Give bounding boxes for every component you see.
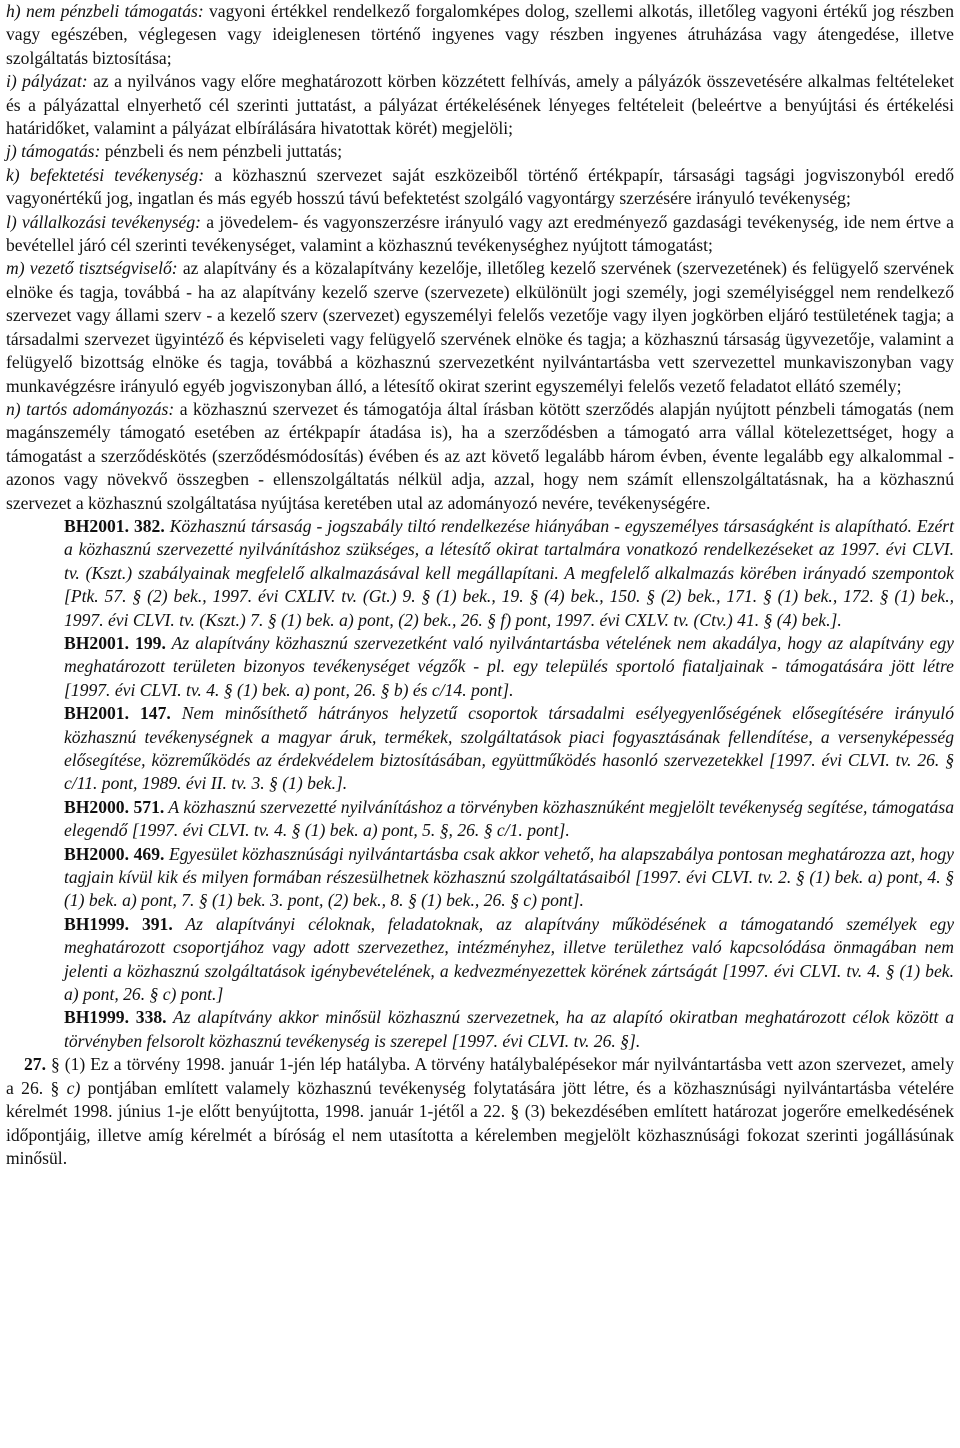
section-text-after: pontjában említett valamely közhasznú tevékenység folytatására jött létre, és a közhasznúsági nyilvántartásba vételére kérelmét 1998. június 1-je előtt benyújtotta, 1998. január 1-jétől a 22. § (3) bekezdésében említett határozat jogerőre emelkedésének időpontjáig, illetve amíg kérelmét a bíróság el nem utasította a kérelemben megjelölt közhasznúsági fokozat szerinti jogállásúnak minősül. <box>6 1077 954 1168</box>
court-decision <box>64 515 954 632</box>
court-decision <box>64 702 954 796</box>
definition-text: az a nyilvános vagy előre meghatározott körben közzétett felhívás, amely a pályázók összevetésére alkalmas feltételeket és a pályázattal elnyerhető cél szerinti juttatást, a pályázat értékelésének lényeges feltételeit (beleértve a benyújtási és értékelési határidőket, valamint a pályázat elbírálására hivatottak körét) megjelöli; <box>6 71 954 139</box>
definition-n <box>6 398 954 515</box>
definition-term: j) támogatás: <box>6 141 101 162</box>
definition-h <box>6 0 954 70</box>
definition-i <box>6 70 954 140</box>
decision-reference: BH1999. 338. <box>64 1007 167 1028</box>
decision-reference: BH2001. 382. <box>64 515 165 536</box>
document-page <box>6 0 954 1170</box>
definition-k <box>6 164 954 211</box>
definition-j <box>6 140 954 163</box>
definition-term: i) pályázat: <box>6 71 88 92</box>
definition-term: h) nem pénzbeli támogatás: <box>6 1 204 21</box>
decision-reference: BH2001. 199. <box>64 632 166 653</box>
definition-text: az alapítvány és a közalapítvány kezelője, illetőleg kezelő szervének (szervezetének) és felügyelő szervének elnöke és tagja, továbbá - ha az alapítvány kezelő szerve (szervezete) elkülönült jogi személy, jogi személyiséggel nem rendelkező szervezet vagy állami szerv - a kezelő szerv (szervezet) egyszemélyi felelős vezetője vagy ilyen jogkörben eljáró testületének tagja; a társadalmi szervezet ügyintéző és képviseleti vagy felügyelő szervének elnöke és tagja; a közhasznú társaság ügyvezetője, valamint a felügyelő bizottság elnöke és tagja, továbbá a közhasznú szervezetként nyilvántartásba vett szervezettel munkaviszonyban vagy munkavégzésre irányuló egyéb jogviszonyban álló, a létesítő okirat szerint egyszemélyi felelős vezető feladatot ellátó személy; <box>6 258 954 396</box>
definition-term: m) vezető tisztségviselő: <box>6 258 178 279</box>
definition-text: vagyoni értékkel rendelkező forgalomképes dolog, szellemi alkotás, illetőleg vagyoni értékű jog részben vagy egészében, véglegesen vagy ideiglenesen történő ingyenes vagy részben ingyenes átruházása vagy átengedése, illetve szolgáltatás biztosítása; <box>6 1 954 68</box>
decision-text: A közhasznú szervezetté nyilvánításhoz a törvényben közhasznúként megjelölt tevékenység segítése, támogatása elegendő [1997. évi CLVI. tv. 4. § (1) bek. a) pont, 5. §, 26. § c/1. pont]. <box>64 796 954 841</box>
decision-text: Az alapítvány akkor minősül közhasznú szervezetnek, ha az alapító okiratban meghatározott célok között a törvényben felsorolt közhasznú tevékenység is szerepel [1997. évi CLVI. tv. 26. §]. <box>64 1007 955 1051</box>
decision-text: Nem minősíthető hátrányos helyzetű csoportok társadalmi esélyegyenlőségének elősegítésére irányuló közhasznú tevékenységnek a magyar áruk, termékek, szolgáltatások piaci fogyasztásának fellendítése, a versenyképesség elősegítése, közreműködés az érdekvédelem biztosításában, együttműködés hasonló szervezetekkel [1997. évi CLVI. tv. 26. § c/11. pont, 1989. évi II. tv. 3. § (1) bek.]. <box>64 703 954 794</box>
definition-term: l) vállalkozási tevékenység: <box>6 211 202 232</box>
decision-text: Az alapítvány közhasznú szervezetként való nyilvántartásba vételének nem akadálya, hogy az alapítvány egy meghatározott területen bizonyos tevékenységet végzők - pl. egy település sportoló fiataljainak - támogatására jött létre [1997. évi CLVI. tv. 4. § (1) bek. a) pont, 26. § b) és c/14. pont]. <box>64 632 954 700</box>
definition-text: pénzbeli és nem pénzbeli juttatás; <box>100 141 343 162</box>
decision-reference: BH1999. 391. <box>64 913 173 934</box>
decision-text: Egyesület közhasznúsági nyilvántartásba csak akkor vehető, ha alapszabálya pontosan meghatározza azt, hogy tagjain kívül kik és milyen formában részesülhetnek közhasznú szolgáltatásaiból [1997. évi CLVI. tv. 2. § (1) bek. a) pont, 4. § (1) bek. a) pont, 7. § (1) bek. 3. pont, (2) bek., 8. § (1) bek., 26. § c) pont]. <box>64 843 954 911</box>
court-decision <box>64 913 954 1007</box>
decision-text: Az alapítványi céloknak, feladatoknak, az alapítvány működésének a támogatandó személyek egy meghatározott csoportjához vagy adott szervezethez, intézményhez, illetve területhez való kapcsolódása önmagában nem jelenti a közhasznú szolgáltatások igénybevételének, a kedvezményezettek körének zártságát [1997. évi CLVI. tv. 4. § (1) bek. a) pont, 26. § c) pont.] <box>64 913 955 1005</box>
decision-reference: BH2000. 571. <box>64 796 165 817</box>
decision-reference: BH2000. 469. <box>64 843 165 864</box>
definition-text: a jövedelem- és vagyonszerzésre irányuló vagy azt eredményező gazdasági tevékenység, ide nem értve a bevétellel járó cél szerinti tevékenységet, valamint a közhasznú tevékenységhez nyújtott támogatást; <box>6 211 954 256</box>
definition-list <box>6 0 954 515</box>
court-decision <box>64 1006 954 1053</box>
court-decision <box>64 843 954 913</box>
section-text-before: § (1) Ez a törvény 1998. január 1-jén lép hatályba. A törvény hatálybalépésekor már nyilvántartásba vett azon szervezet, amely a 26. § <box>6 1054 954 1098</box>
definition-l <box>6 211 954 258</box>
decision-reference: BH2001. 147. <box>64 703 171 724</box>
definition-m <box>6 257 954 397</box>
definition-term: n) tartós adományozás: <box>6 398 175 419</box>
decision-text: Közhasznú társaság - jogszabály tiltó rendelkezése hiányában - egyszemélyes társaságként is alapítható. Ezért a közhasznú szervezetté nyilvánításhoz szükséges, a létesítő okirat tartalmára vonatkozó rendelkezéseket az 1997. évi CLVI. tv. (Kszt.) szabályainak megfelelő alkalmazásával kell megállapítani. A megfelelő alkalmazás körében irányadó szempontok [Ptk. 57. § (2) bek., 1997. évi CXLIV. tv. (Gt.) 9. § (1) bek., 19. § (4) bek., 150. § (2) bek., 171. § (1) bek., 172. § (1) bek., 1997. évi CLVI. tv. (Kszt.) 7. § (1) bek. a) pont, (2) bek., 26. § f) pont, 1997. évi CXLV. tv. (Ctv.) 41. § (4) bek.]. <box>64 515 954 630</box>
definition-term: k) befektetési tevékenység: <box>6 164 205 185</box>
court-decision-list <box>64 515 954 1053</box>
section-point-ref: c) <box>66 1077 81 1098</box>
section-27 <box>6 1053 954 1170</box>
section-number: 27. <box>24 1054 46 1075</box>
court-decision <box>64 632 954 702</box>
definition-text: a közhasznú szervezet saját eszközeiből történő értékpapír, társasági tagsági jogviszonyból eredő vagyonértékű jog, ingatlan és más egyéb hosszú távú befektetést szolgáló vagyontárgy szerzésére irányuló tevékenység; <box>6 164 954 209</box>
court-decision <box>64 796 954 843</box>
definition-text: a közhasznú szervezet és támogatója által írásban kötött szerződés alapján nyújtott pénzbeli támogatás (nem magánszemély támogató esetében az értékpapír átadása is), ha a szerződésben a támogató arra vállal kötelezettséget, hogy a támogatást a szerződéskötés (szerződésmódosítás) évében és az azt követő legalább három évben, évente legalább egy alkalommal - azonos vagy növekvő összegben - ellenszolgáltatás nélkül adja, azzal, hogy nem számít ellenszolgáltatásnak, ha a közhasznú szervezet a közhasznú szolgáltatása nyújtása keretében utal az adományozó nevére, tevékenységére. <box>6 398 954 513</box>
